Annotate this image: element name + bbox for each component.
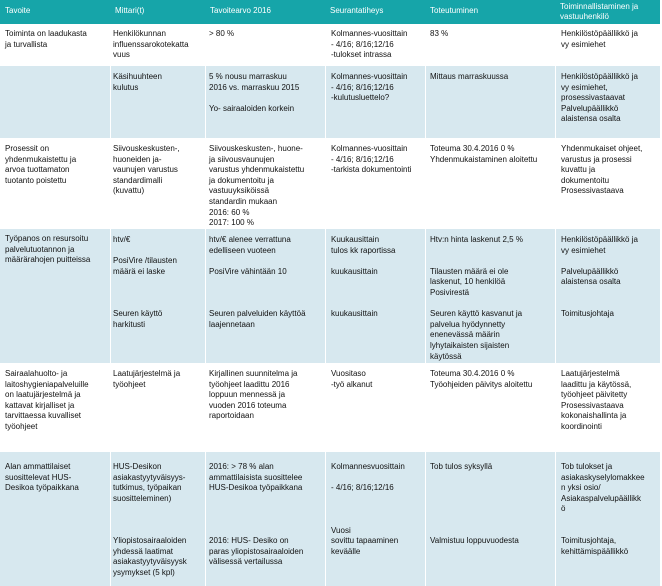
header-mittarit: Mittari(t) [115,6,145,15]
row3-mittari: Siivouskeskusten-, huoneiden ja- vaunujen varustus standardimalli (kuvattu) [113,144,180,196]
row5-seurantatiheys: Vuositaso -työ alkanut [331,369,373,389]
row4-tavoite: Työpanos on resursoitu palvelutuotannon ja määrärahojen puitteissa [5,234,91,265]
row4-vastuuhenkilo: Henkilöstöpäällikkö ja vy esimiehet Palvelupäällikkö alaistensa osalta Toimitusjohtaja [561,235,638,319]
column-divider [325,24,326,586]
row6-vastuuhenkilo: Tob tulokset ja asiakaskyselylomakkee n yksi osio/ Asiakaspalvelupäällikk ö Toimitusjohtaja, kehittämispäällikkö [561,462,645,556]
row2-seurantatiheys: Kolmannes-vuosittain - 4/16; 8/16;12/16 -kulutusluettelo? [331,72,408,103]
table-row [0,66,660,139]
row5-toteutuminen: Toteuma 30.4.2016 0 % Työohjeiden päivitys aloitettu [430,369,533,389]
column-divider [425,24,426,586]
row6-seurantatiheys: Kolmannesvuosittain - 4/16; 8/16;12/16 Vuosi sovittu tapaaminen keväälle [331,462,405,556]
column-divider [205,24,206,586]
table-row [0,24,660,66]
table-row [0,364,660,452]
table-row [0,139,660,229]
row6-tavoite: Alan ammattilaiset suosittelevat HUS- Desikoa työpaikkana [5,462,79,493]
row4-toteutuminen: Htv:n hinta laskenut 2,5 % Tilausten määrä ei ole laskenut, 10 henkilöä Posivirestä Seuren käyttö kasvanut ja palvelua hyödynnetty enenevässä määrin lyhytaikaisten sijaisten käytössä [430,235,523,361]
header-tavoitearvo: Tavoitearvo 2016 [210,6,271,15]
row3-toteutuminen: Toteuma 30.4.2016 0 % Yhdenmukaistaminen aloitettu [430,144,538,164]
row3-tavoitearvo: Siivouskeskusten-, huone- ja siivousvaunujen varustus yhdenmukaistettu ja dokumentoitu ja vastuuyksiköissä standardin mukaan 2016: 60 % 2017: 100 % [209,144,305,228]
row2-mittari: Käsihuuhteen kulutus [113,72,162,92]
table-row [0,452,660,586]
row1-mittari: Henkilökunnan influenssarokotekatta vuus [113,29,189,60]
row3-tavoite: Prosessit on yhdenmukaistettu ja arvoa tuottamaton tuotanto poistettu [5,144,77,185]
column-divider [555,24,556,586]
header-vastuuhenkilo: Toiminnallistaminen ja vastuuhenkilö [560,2,639,21]
column-divider [110,24,111,586]
row5-tavoite: Sairaalahuolto- ja laitoshygieniapalveluille on laatujärjestelmä ja kattavat kirjalliset ja tarvittaessa kuvalliset työohjeet [5,369,89,431]
row1-tavoitearvo: > 80 % [209,29,235,38]
header-seurantatiheys: Seurantatiheys [330,6,384,15]
row5-vastuuhenkilo: Laatujärjestelmä laadittu ja käytössä, työohjeet päivitetty Prosessivastaava kokonaishallinta ja koordinointi [561,369,632,431]
row5-tavoitearvo: Kirjallinen suunnitelma ja työohjeet laadittu 2016 loppuun mennessä ja vuoden 2016 toteuma raportoidaan [209,369,298,421]
table-header [0,0,660,24]
header-toteutuminen: Toteutuminen [430,6,479,15]
row4-tavoitearvo: htv/€ alenee verrattuna edelliseen vuoteen PosiVire vähintään 10 Seuren palveluiden käyttöä laajennetaan [209,235,306,329]
row1-tavoite: Toiminta on laadukasta ja turvallista [5,29,87,49]
row2-tavoitearvo: 5 % nousu marraskuu 2016 vs. marraskuu 2015 Yo- sairaaloiden korkein [209,72,300,113]
table-row [0,229,660,364]
row4-seurantatiheys: Kuukausittain tulos kk raportissa kuukausittain kuukausittain [331,235,396,319]
row1-toteutuminen: 83 % [430,29,449,38]
row2-toteutuminen: Mittaus marraskuussa [430,72,509,81]
row3-vastuuhenkilo: Yhdenmukaiset ohjeet, varustus ja prosessi kuvattu ja dokumentoitu Prosessivastaava [561,144,643,196]
row6-mittari: HUS-Desikon asiakastyytyväisyys- tutkimus, työpaikan suositteleminen) Yliopistosairaaloiden yhdessä laatimat asiakastyytyväisyysk ysymykset (5 kpl) [113,462,187,577]
row6-toteutuminen: Tob tulos syksyllä Valmistuu loppuvuodesta [430,462,519,546]
row4-mittari: htv/€ PosiVire /tilausten määrä ei laske Seuren käyttö harkitusti [113,235,177,329]
row1-seurantatiheys: Kolmannes-vuosittain - 4/16; 8/16;12/16 -tulokset intrassa [331,29,408,60]
row1-vastuuhenkilo: Henkilöstöpäällikkö ja vy esimiehet [561,29,638,49]
header-tavoite: Tavoite [5,6,31,15]
row6-tavoitearvo: 2016: > 78 % alan ammattilaisista suosittelee HUS-Desikoa työpaikkana 2016: HUS- Desiko on paras yliopistosairaaloiden välisessä vertailussa [209,462,304,567]
row5-mittari: Laatujärjestelmä ja työohjeet [113,369,181,389]
row2-vastuuhenkilo: Henkilöstöpäällikkö ja vy esimiehet, prosessivastaavat Palvelupäällikkö alaistensa osalta [561,72,638,124]
row3-seurantatiheys: Kolmannes-vuosittain - 4/16; 8/16;12/16 -tarkista dokumentointi [331,144,412,175]
